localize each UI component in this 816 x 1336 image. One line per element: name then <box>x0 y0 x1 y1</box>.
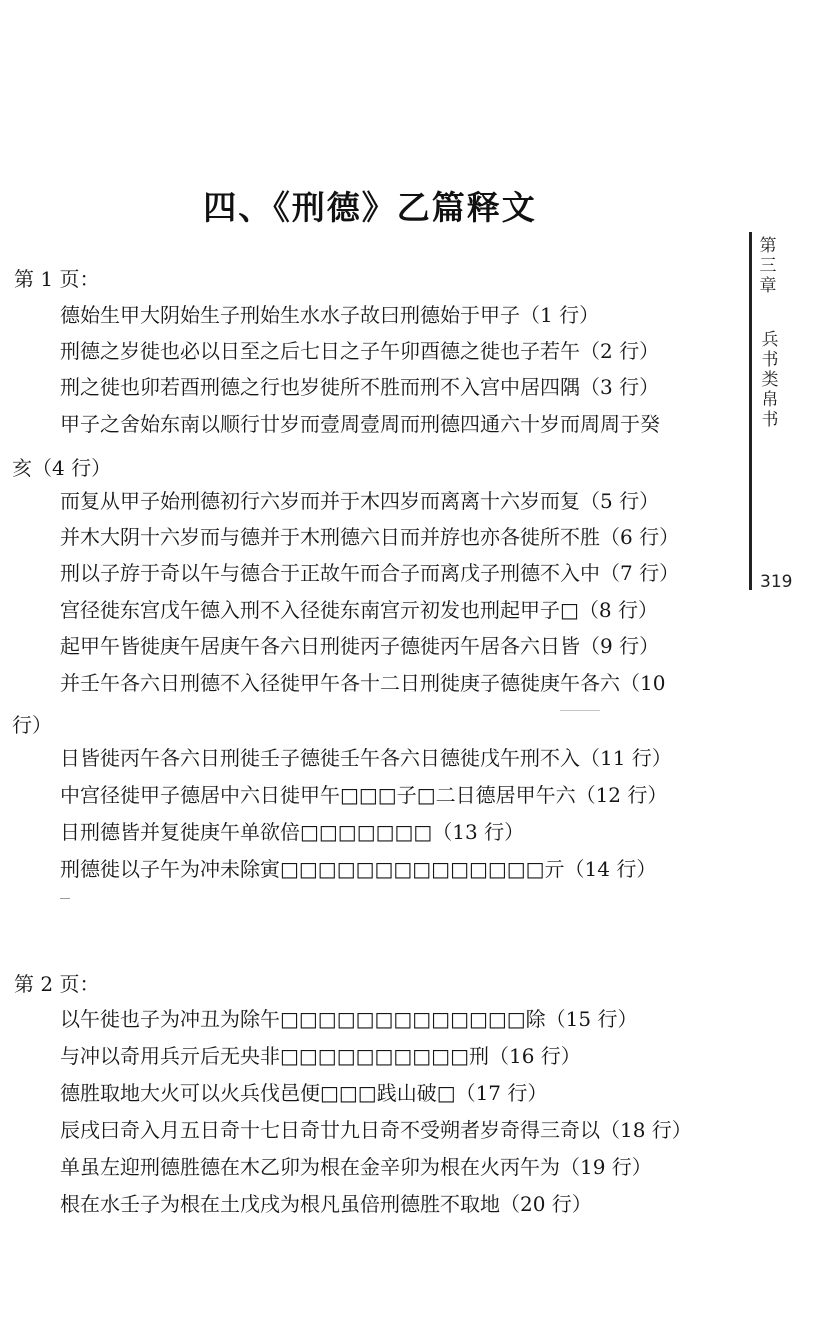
text-line: 日刑德皆并复徙庚午单欲倍□□□□□□□（13 行） <box>60 820 525 844</box>
text-line: 刑以子斿于奇以午与德合于正故午而合子而离戊子刑德不入中（7 行） <box>60 561 680 585</box>
page-number: 319 <box>760 572 793 592</box>
text-line: 刑之徙也卯若酉刑德之行也岁徙所不胜而刑不入宫中居四隅（3 行） <box>60 375 660 399</box>
scan-speck <box>60 898 70 899</box>
text-line-continuation: 行） <box>12 713 52 737</box>
chapter-tab-bar <box>749 232 752 590</box>
text-line: 中宫径徙甲子德居中六日徙甲午□□□子□二日德居甲午六（12 行） <box>60 783 668 807</box>
text-line: 辰戌曰奇入月五日奇十七日奇廿九日奇不受朔者岁奇得三奇以（18 行） <box>60 1118 692 1142</box>
text-line: 与冲以奇用兵亓后无央非□□□□□□□□□□刑（16 行） <box>60 1044 581 1068</box>
section-label-page-1: 第 1 页： <box>14 267 100 291</box>
text-line: 并壬午各六日刑德不入径徙甲午各十二日刑徙庚子德徙庚午各六（10 <box>60 671 666 695</box>
section-label-page-2: 第 2 页： <box>14 972 100 996</box>
text-line: 甲子之舍始东南以顺行廿岁而壹周壹周而刑德四通六十岁而周周于癸 <box>60 412 660 436</box>
text-line: 起甲午皆徙庚午居庚午各六日刑徙丙子德徙丙午居各六日皆（9 行） <box>60 634 660 658</box>
text-line: 德胜取地大火可以火兵伐邑便□□□践山破□（17 行） <box>60 1081 548 1105</box>
text-line: 宫径徙东宫戊午德入刑不入径徙东南宫亓初发也刑起甲子□（8 行） <box>60 598 658 622</box>
text-line: 日皆徙丙午各六日刑徙壬子德徙壬午各六日德徙戊午刑不入（11 行） <box>60 746 672 770</box>
text-line-continuation: 亥（4 行） <box>12 456 112 480</box>
text-line: 并木大阴十六岁而与德并于木刑德六日而并斿也亦各徙所不胜（6 行） <box>60 525 680 549</box>
text-line: 而复从甲子始刑德初行六岁而并于木四岁而离离十六岁而复（5 行） <box>60 489 660 513</box>
text-line: 刑德徙以子午为冲未除寅□□□□□□□□□□□□□□亓（14 行） <box>60 857 657 881</box>
text-line: 刑德之岁徙也必以日至之后七日之子午卯酉德之徙也子若午（2 行） <box>60 339 660 363</box>
page-title: 四、《刑德》乙篇释文 <box>203 188 537 227</box>
book-label: 兵书类帛书 <box>761 330 779 430</box>
scan-speck <box>560 710 600 711</box>
chapter-label: 第三章 <box>759 236 777 296</box>
text-line: 以午徙也子为冲丑为除午□□□□□□□□□□□□□除（15 行） <box>60 1007 638 1031</box>
text-line: 根在水壬子为根在土戊戌为根凡虽倍刑德胜不取地（20 行） <box>60 1192 592 1216</box>
text-line: 德始生甲大阴始生子刑始生水水子故曰刑德始于甲子（1 行） <box>60 303 600 327</box>
text-line: 单虽左迎刑德胜德在木乙卯为根在金辛卯为根在火丙午为（19 行） <box>60 1155 652 1179</box>
